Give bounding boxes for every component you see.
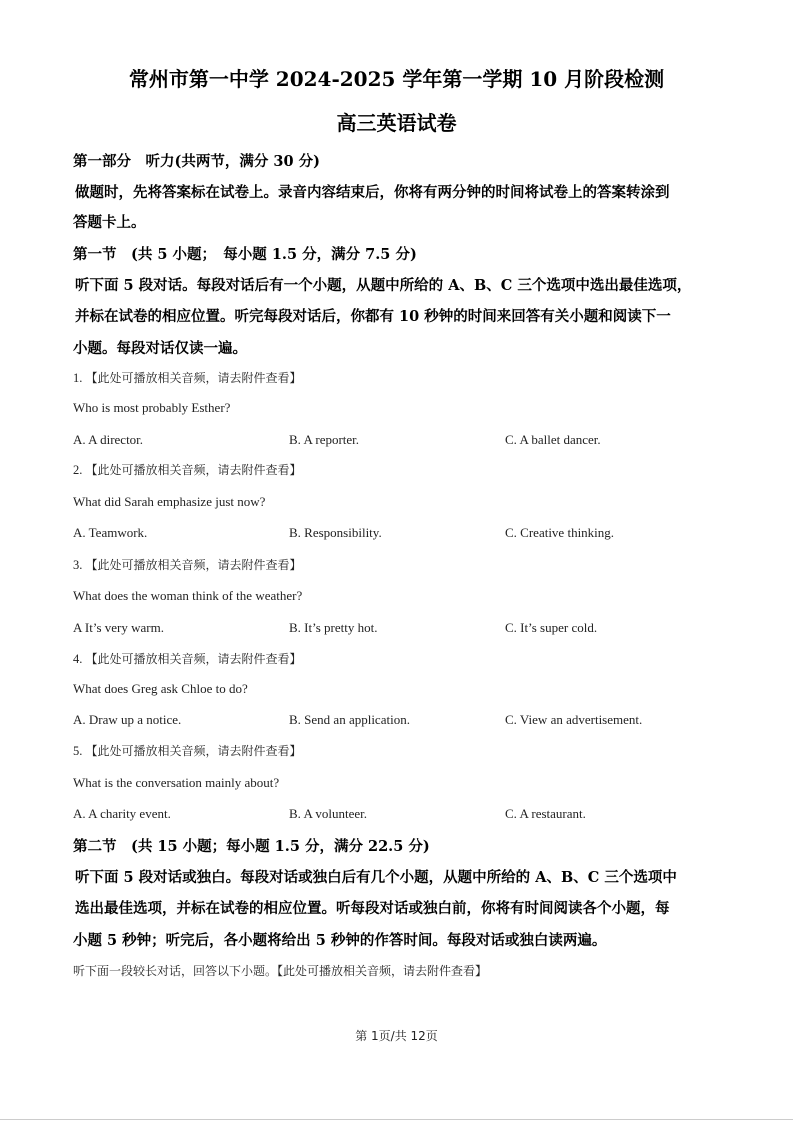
question-4-option-a: A. Draw up a notice.	[73, 712, 182, 727]
question-3-header	[73, 556, 302, 573]
audio-hint[interactable]: 【此处可播放相关音频，请去附件查看】	[85, 744, 302, 758]
question-1-option-a: A. A director.	[73, 432, 144, 447]
question-1-option-c: C. A ballet dancer.	[505, 432, 601, 447]
question-5-option-b: B. A volunteer.	[289, 806, 367, 821]
question-5-option-a: A. A charity event.	[73, 806, 171, 821]
question-5-text: What is the conversation mainly about?	[73, 775, 280, 790]
question-number: 3.	[73, 558, 83, 572]
question-2-header	[73, 461, 302, 478]
question-4-header	[73, 650, 302, 667]
part1-heading: 第一部分 听力(共两节，满分 30 分)	[73, 153, 320, 170]
question-1-header	[73, 369, 302, 386]
exam-title: 常州市第一中学 2024-2025 学年第一学期 10 月阶段检测	[128, 67, 665, 91]
section2-instruction-line-2: 选出最佳选项，并标在试卷的相应位置。听每段对话或独白前，你将有时间阅读各个小题，每	[75, 900, 670, 917]
question-3-text: What does the woman think of the weather?	[73, 588, 303, 603]
page-footer: 第 1页/共 12页	[355, 1029, 438, 1043]
question-1-text: Who is most probably Esther?	[73, 400, 231, 415]
question-3-option-c: C. It’s super cold.	[505, 620, 598, 635]
exam-subtitle: 高三英语试卷	[336, 111, 457, 135]
question-2-text: What did Sarah emphasize just now?	[73, 494, 266, 509]
section1-instruction-line-3: 小题。每段对话仅读一遍。	[73, 340, 247, 357]
question-2-option-b: B. Responsibility.	[289, 525, 382, 540]
audio-hint[interactable]: 【此处可播放相关音频，请去附件查看】	[85, 371, 302, 385]
question-number: 1.	[73, 371, 83, 385]
question-3-option-a: A It’s very warm.	[73, 620, 164, 635]
question-number: 2.	[73, 463, 83, 477]
audio-hint[interactable]: 【此处可播放相关音频，请去附件查看】	[85, 652, 302, 666]
section2-heading: 第二节 (共 15 小题；每小题 1.5 分，满分 22.5 分)	[73, 838, 430, 855]
question-3-option-b: B. It’s pretty hot.	[289, 620, 378, 635]
question-number: 4.	[73, 652, 83, 666]
question-4-option-b: B. Send an application.	[289, 712, 410, 727]
section1-instruction-line-2: 并标在试卷的相应位置。听完每段对话后，你都有 10 秒钟的时间来回答有关小题和阅读下一	[75, 308, 671, 325]
question-4-text: What does Greg ask Chloe to do?	[73, 681, 248, 696]
section2-instruction-line-1: 听下面 5 段对话或独白。每段对话或独白后有几个小题，从题中所给的 A、B、C 三个选项中	[75, 869, 677, 886]
question-5-header	[73, 742, 302, 759]
listen-note[interactable]: 听下面一段较长对话，回答以下小题。【此处可播放相关音频，请去附件查看】	[73, 964, 488, 978]
section1-heading: 第一节 (共 5 小题； 每小题 1.5 分，满分 7.5 分)	[73, 246, 417, 263]
bottom-divider	[0, 1119, 793, 1120]
section1-instruction-line-1: 听下面 5 段对话。每段对话后有一个小题，从题中所给的 A、B、C 三个选项中选出最佳选项，	[75, 277, 692, 294]
question-1-option-b: B. A reporter.	[289, 432, 360, 447]
question-5-option-c: C. A restaurant.	[505, 806, 586, 821]
audio-hint[interactable]: 【此处可播放相关音频，请去附件查看】	[85, 558, 302, 572]
question-2-option-c: C. Creative thinking.	[505, 525, 615, 540]
section2-instruction-line-3: 小题 5 秒钟；听完后，各小题将给出 5 秒钟的作答时间。每段对话或独白读两遍。	[73, 932, 607, 949]
question-2-option-a: A. Teamwork.	[73, 525, 148, 540]
part1-instruction-line-2: 答题卡上。	[73, 214, 146, 231]
audio-hint[interactable]: 【此处可播放相关音频，请去附件查看】	[85, 463, 302, 477]
question-4-option-c: C. View an advertisement.	[505, 712, 643, 727]
part1-instruction-line-1: 做题时，先将答案标在试卷上。录音内容结束后，你将有两分钟的时间将试卷上的答案转涂到	[75, 184, 670, 201]
question-number: 5.	[73, 744, 83, 758]
